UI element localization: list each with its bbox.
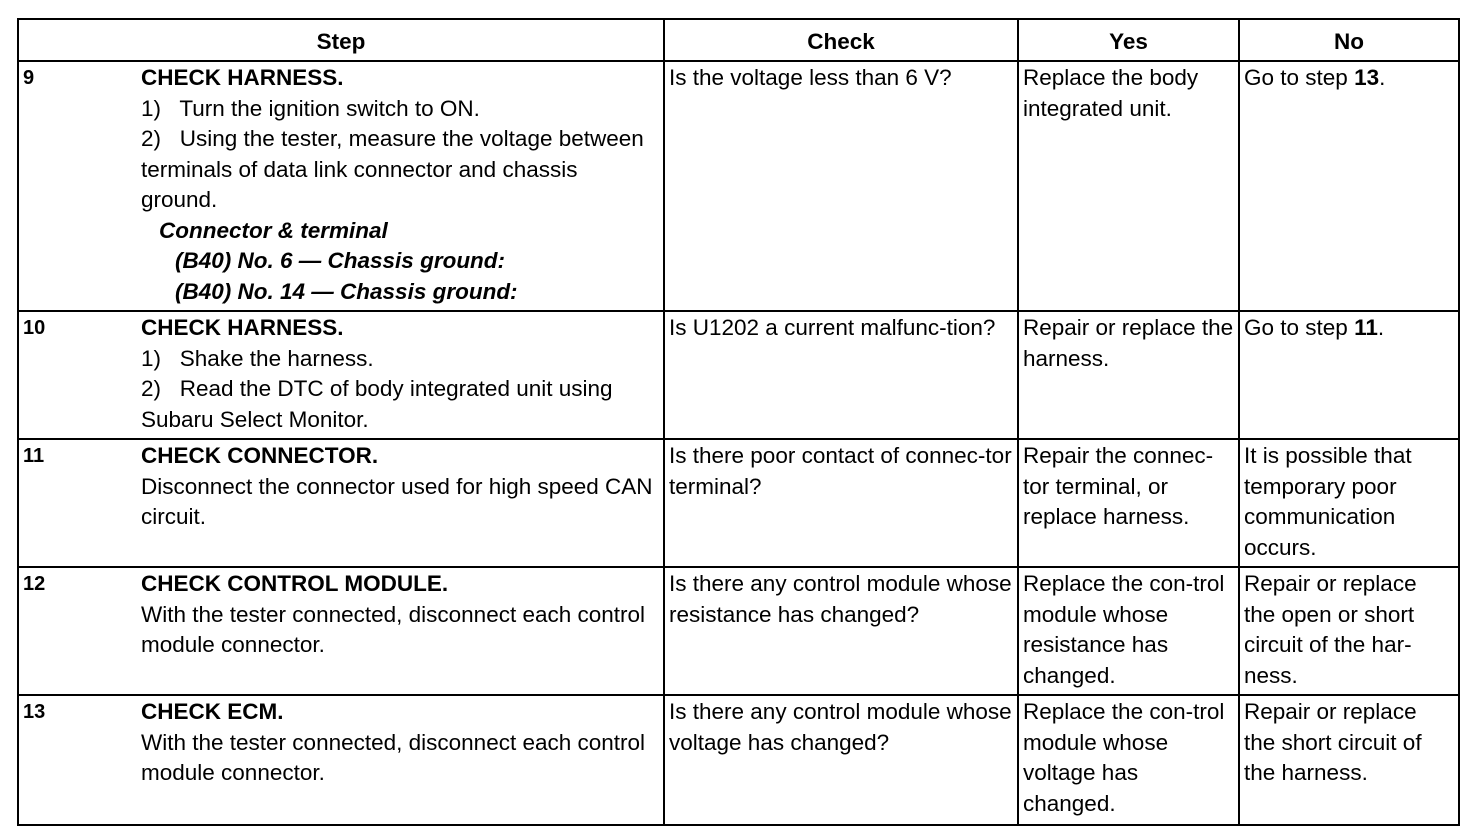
goto-prefix: Go to step: [1244, 65, 1355, 90]
step-number: 9: [23, 67, 35, 89]
yes-cell: Repair the connec-tor terminal, or replace harness.: [1018, 439, 1239, 567]
spec-heading: Connector & terminal: [159, 217, 388, 243]
step-cell: [18, 311, 664, 439]
step-cell: [18, 567, 664, 695]
step-instruction: 1) Turn the ignition switch to ON.: [141, 95, 480, 121]
yes-cell: Repair or replace the harness.: [1018, 311, 1239, 439]
yes-cell: Replace the con-trol module whose resistance has changed.: [1018, 567, 1239, 695]
check-cell: Is there any control module whose voltage has changed?: [664, 695, 1018, 825]
table-row: [18, 439, 1459, 567]
step-instruction: With the tester connected, disconnect each control module connector.: [141, 601, 646, 657]
step-instruction: 1) Shake the harness.: [141, 345, 374, 371]
yes-cell: Replace the body integrated unit.: [1018, 61, 1239, 311]
step-body: [137, 440, 663, 533]
step-body: [137, 696, 663, 789]
table-row: [18, 695, 1459, 825]
step-title: CHECK HARNESS.: [141, 315, 344, 340]
step-instruction: 2) Using the tester, measure the voltage between terminals of data link connector and chassis ground.: [141, 126, 651, 212]
step-number: 10: [23, 317, 46, 339]
header-no: No: [1239, 19, 1459, 61]
step-number: 12: [23, 573, 46, 595]
goto-suffix: .: [1377, 315, 1385, 340]
table-row: [18, 311, 1459, 439]
goto-step-link[interactable]: 13: [1354, 65, 1380, 90]
check-cell: Is the voltage less than 6 V?: [664, 61, 1018, 311]
step-number: 13: [23, 701, 46, 723]
step-number: 11: [23, 445, 45, 467]
spec-line: (B40) No. 6 — Chassis ground:: [175, 248, 506, 273]
step-title: CHECK CONTROL MODULE.: [141, 571, 449, 596]
table-row: [18, 567, 1459, 695]
check-cell: Is U1202 a current malfunc-tion?: [664, 311, 1018, 439]
diagnostic-table: [17, 18, 1460, 826]
check-cell: Is there poor contact of connec-tor terminal?: [664, 439, 1018, 567]
header-step: Step: [18, 19, 664, 61]
goto-step-link[interactable]: 11: [1354, 315, 1378, 340]
step-cell: [18, 695, 664, 825]
step-title: CHECK CONNECTOR.: [141, 443, 379, 468]
table-header-row: [18, 19, 1459, 61]
no-cell: Repair or replace the short circuit of the harness.: [1239, 695, 1459, 825]
step-title: CHECK ECM.: [141, 699, 284, 724]
no-cell: [1239, 61, 1459, 311]
header-yes: Yes: [1018, 19, 1239, 61]
check-cell: Is there any control module whose resistance has changed?: [664, 567, 1018, 695]
yes-cell: Replace the con-trol module whose voltage has changed.: [1018, 695, 1239, 825]
goto-prefix: Go to step: [1244, 315, 1355, 340]
table-row: [18, 61, 1459, 311]
step-instruction: 2) Read the DTC of body integrated unit using Subaru Select Monitor.: [141, 376, 619, 432]
step-cell: [18, 439, 664, 567]
no-cell: It is possible that temporary poor communication occurs.: [1239, 439, 1459, 567]
step-instruction: Disconnect the connector used for high speed CAN circuit.: [141, 473, 653, 529]
step-body: [137, 568, 663, 661]
step-body: [137, 62, 663, 307]
spec-line: (B40) No. 14 — Chassis ground:: [175, 278, 518, 304]
step-instruction: With the tester connected, disconnect each control module connector.: [141, 729, 646, 785]
header-check: Check: [664, 19, 1018, 61]
no-cell: [1239, 311, 1459, 439]
step-title: CHECK HARNESS.: [141, 65, 344, 90]
step-cell: [18, 61, 664, 311]
goto-suffix: .: [1379, 65, 1386, 90]
step-body: [137, 312, 663, 435]
no-cell: Repair or replace the open or short circuit of the har-ness.: [1239, 567, 1459, 695]
